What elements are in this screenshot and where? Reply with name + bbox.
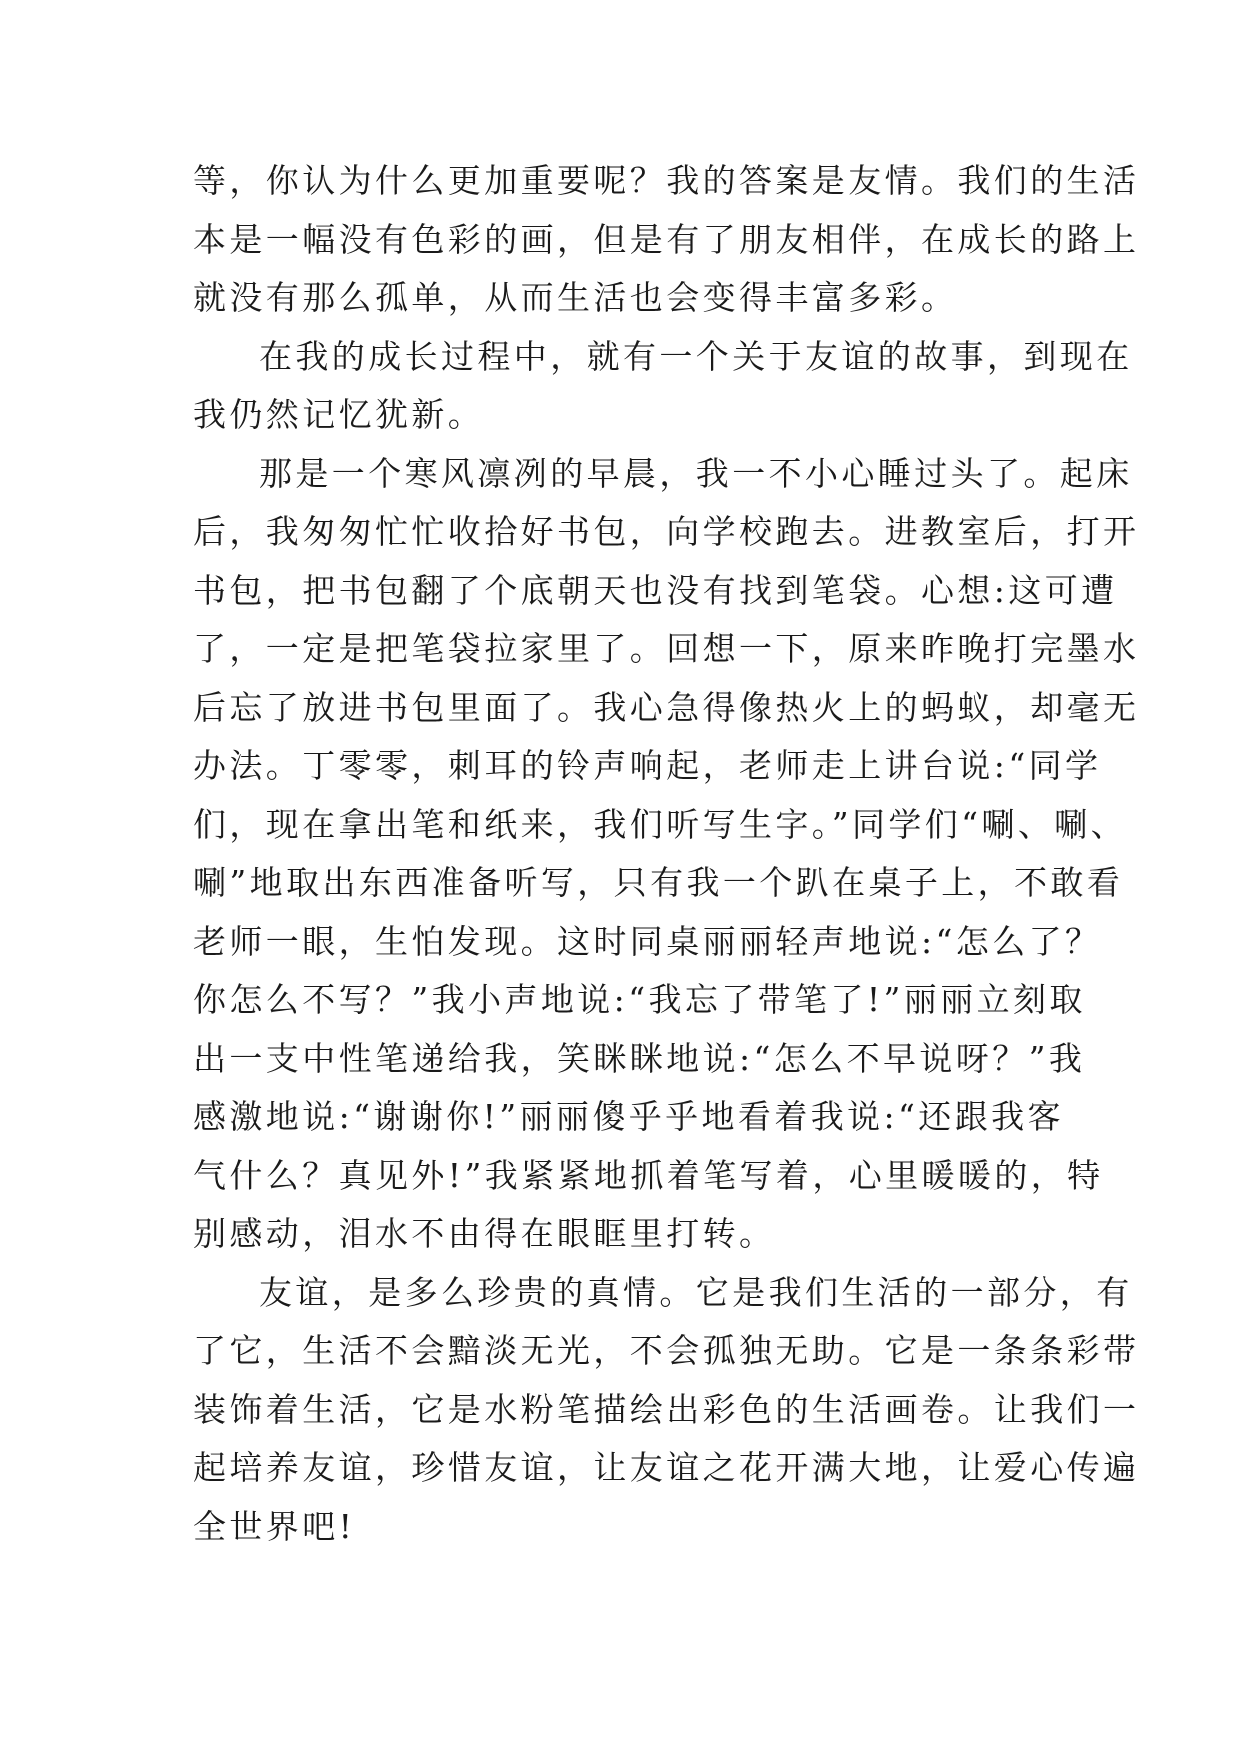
essay-body: [193, 152, 1140, 1556]
text-line: 本是一幅没有色彩的画，但是有了朋友相伴，在成长的路上: [193, 219, 1140, 259]
text-line: 了，一定是把笔袋拉家里了。回想一下，原来昨晚打完墨水: [193, 629, 1140, 668]
text-line: 就没有那么孤单，从而生活也会变得丰富多彩。: [193, 278, 958, 317]
text-line: 你怎么不写？”我小声地说:“我忘了带笔了!”丽丽立刻取: [193, 980, 1086, 1019]
text-line: 书包，把书包翻了个底朝天也没有找到笔袋。心想:这可遭: [193, 570, 1118, 610]
text-line: 全世界吧!: [193, 1506, 356, 1546]
text-line: 后，我匆匆忙忙收拾好书包，向学校跑去。进教室后，打开: [193, 512, 1140, 551]
text-line: 了它，生活不会黯淡无光，不会孤独无助。它是一条条彩带: [193, 1331, 1140, 1370]
text-line: 们，现在拿出笔和纸来，我们听写生字。”同学们“唰、唰、: [193, 804, 1128, 844]
text-line: 装饰着生活，它是水粉笔描绘出彩色的生活画卷。让我们一: [193, 1389, 1140, 1429]
paragraph-start-line: 在我的成长过程中，就有一个关于友谊的故事，到现在: [259, 336, 1133, 376]
text-line: 感激地说:“谢谢你!”丽丽傻乎乎地看着我说:“还跟我客: [193, 1097, 1064, 1136]
text-line: 唰”地取出东西准备听写，只有我一个趴在桌子上，不敢看: [193, 863, 1124, 902]
text-line: 等，你认为什么更加重要呢？我的答案是友情。我们的生活: [193, 161, 1140, 200]
paragraph-start-line: 友谊，是多么珍贵的真情。它是我们生活的一部分，有: [259, 1272, 1133, 1312]
text-line: 后忘了放进书包里面了。我心急得像热火上的蚂蚁，却毫无: [193, 687, 1140, 727]
text-line: 老师一眼，生怕发现。这时同桌丽丽轻声地说:“怎么了？: [193, 921, 1102, 961]
text-line: 出一支中性笔递给我，笑眯眯地说:“怎么不早说呀？”我: [193, 1038, 1086, 1078]
text-line: 气什么？真见外!”我紧紧地抓着笔写着，心里暖暖的，特: [193, 1155, 1104, 1195]
text-line: 办法。丁零零，刺耳的铃声响起，老师走上讲台说:“同学: [193, 746, 1102, 785]
text-line: 别感动，泪水不由得在眼眶里打转。: [193, 1214, 776, 1253]
text-line: 起培养友谊，珍惜友谊，让友谊之花开满大地，让爱心传遍: [193, 1448, 1140, 1487]
paragraph-start-line: 那是一个寒风凛冽的早晨，我一不小心睡过头了。起床: [259, 453, 1133, 493]
text-line: 我仍然记忆犹新。: [193, 395, 485, 434]
